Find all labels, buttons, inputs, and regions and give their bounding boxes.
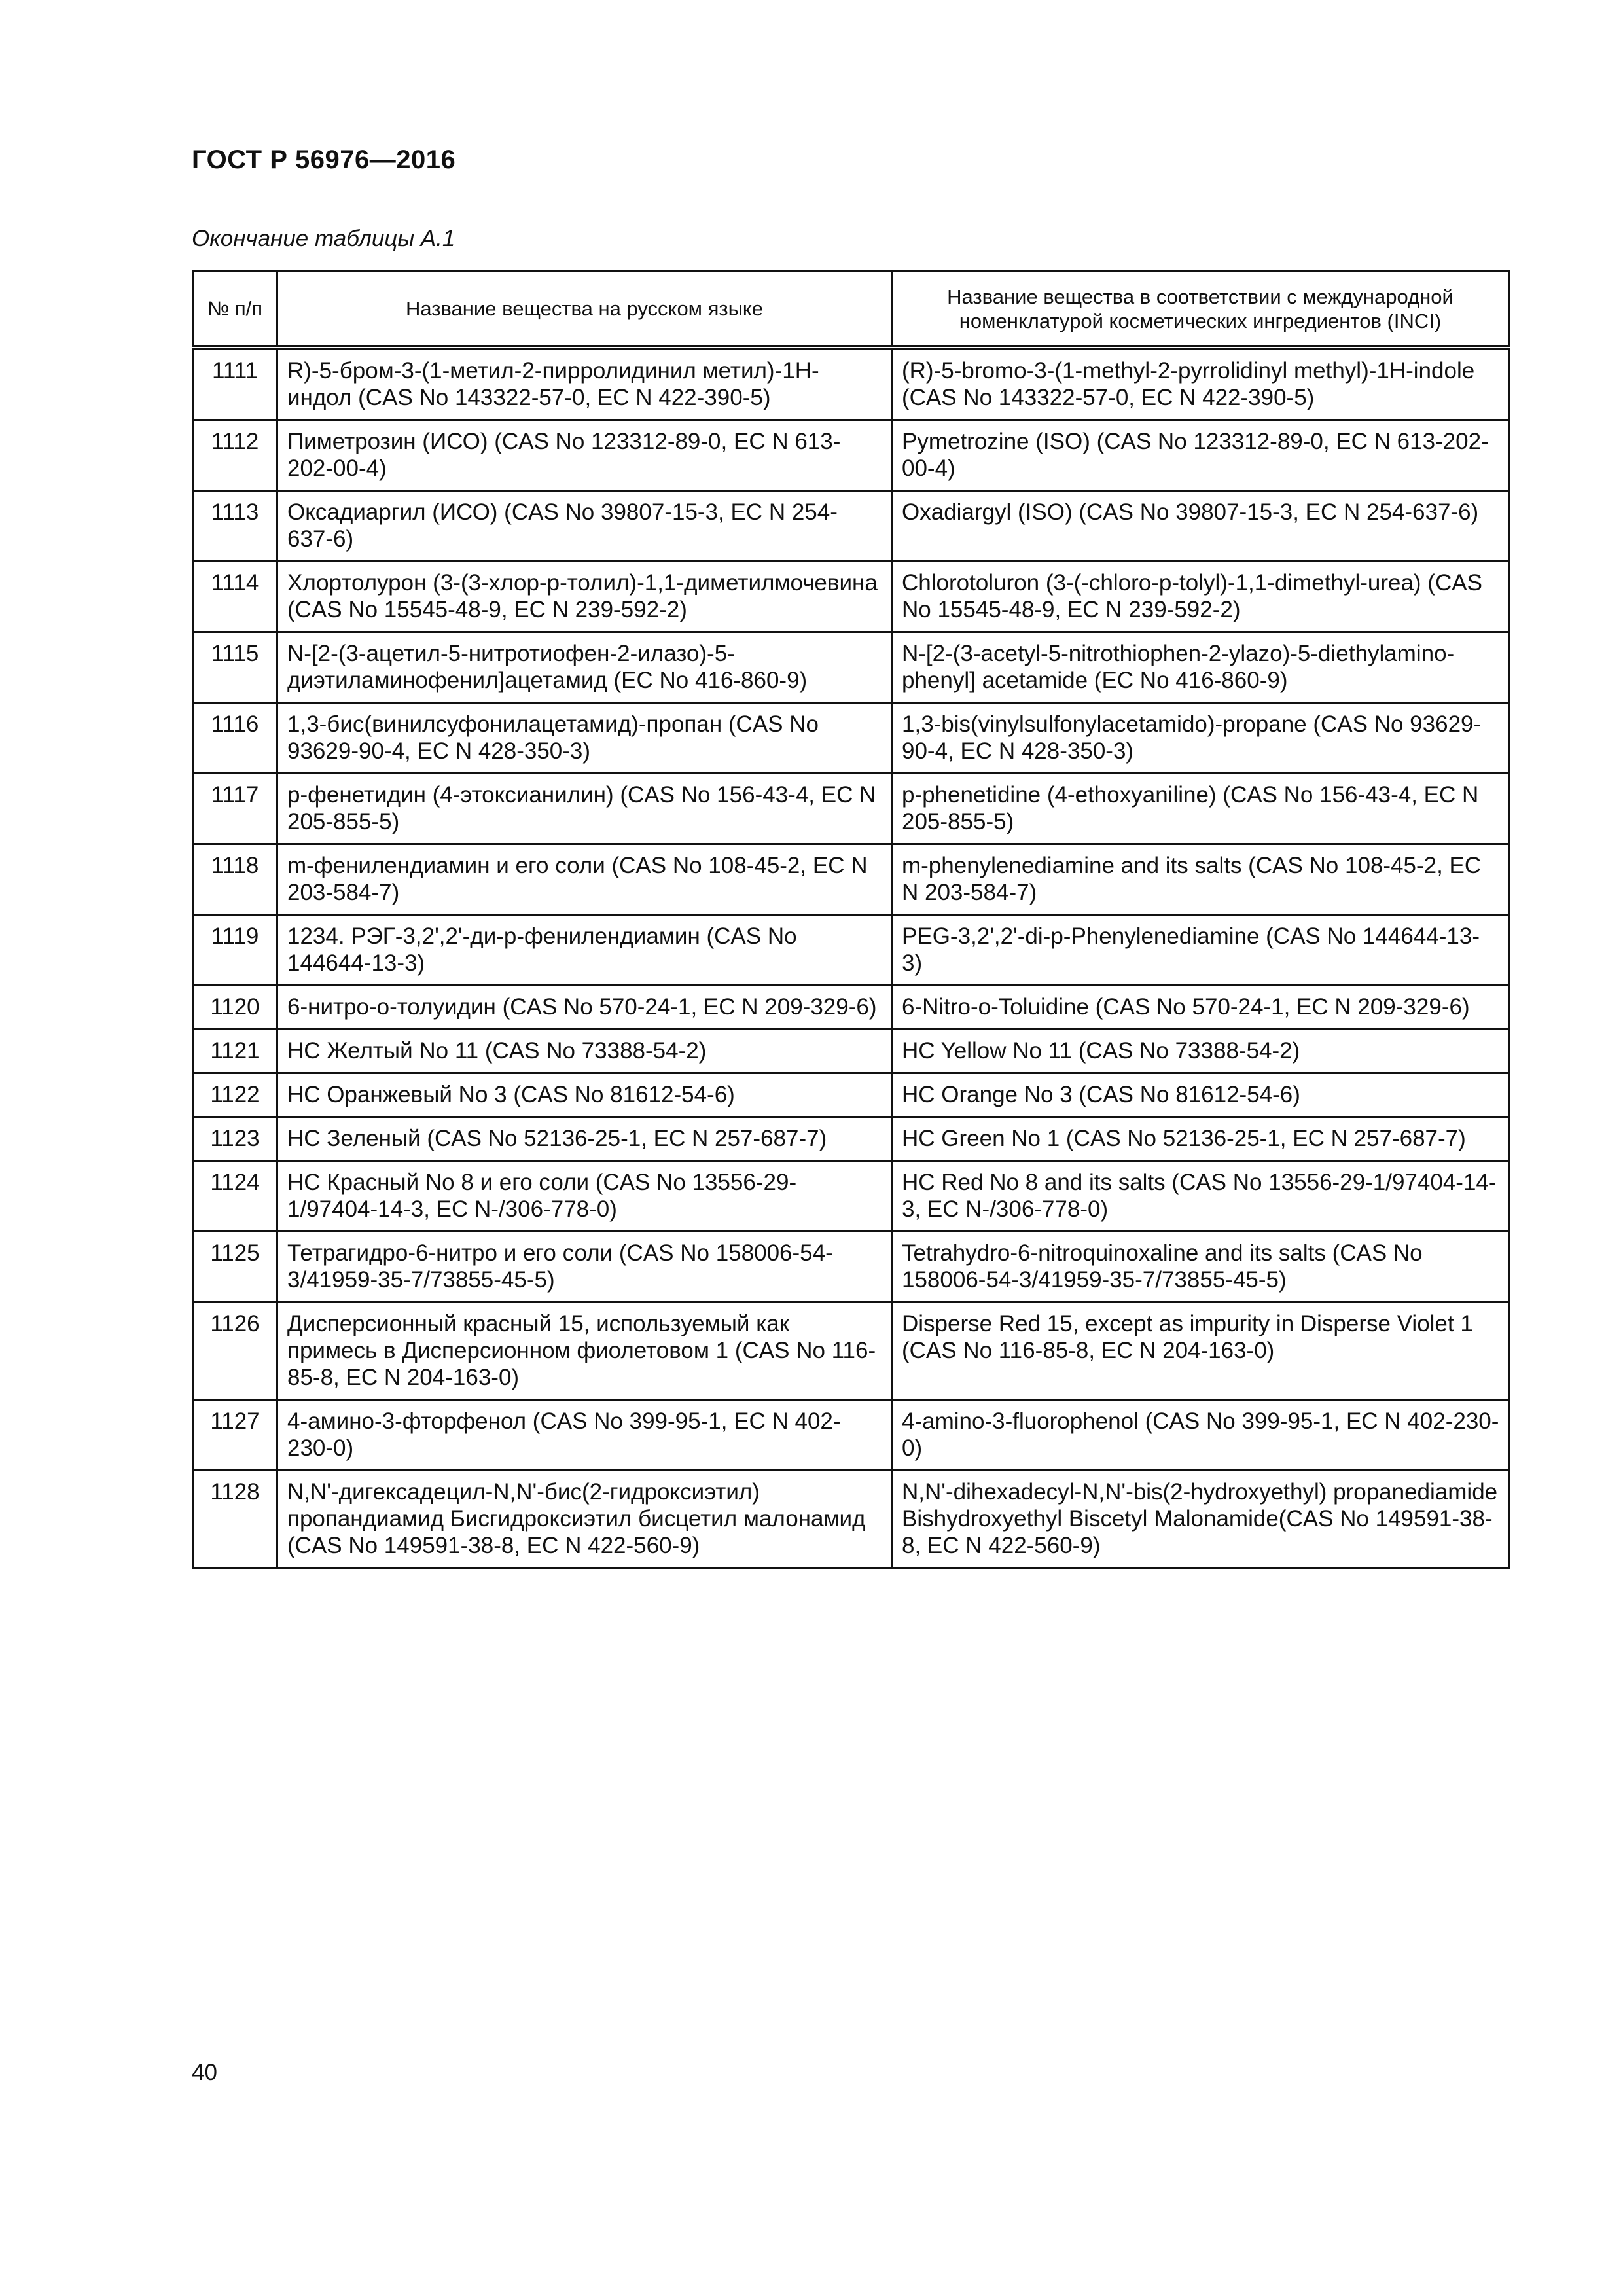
russian-name-cell: Оксадиаргил (ИСО) (CAS No 39807-15-3, EC N 254-637-6) [277, 491, 892, 562]
row-number: 1120 [193, 986, 277, 1030]
standard-designation: ГОСТ Р 56976—2016 [192, 145, 456, 174]
inci-name-cell: Oxadiargyl (ISO) (CAS No 39807-15-3, EC N 254-637-6) [892, 491, 1509, 562]
table-row [193, 348, 1509, 420]
inci-name-cell: PEG-3,2',2'-di-p-Phenylenediamine (CAS No 144644-13-3) [892, 915, 1509, 986]
table-header [193, 272, 1509, 348]
row-number: 1128 [193, 1471, 277, 1568]
inci-name-cell: N,N'-dihexadecyl-N,N'-bis(2-hydroxyethyl) propanediamide Bishydroxyethyl Biscetyl Malonamide(CAS No 149591-38-8, EC N 422-560-9) [892, 1471, 1509, 1568]
russian-name-cell: Пиметрозин (ИСО) (CAS No 123312-89-0, EC N 613-202-00-4) [277, 420, 892, 491]
row-number: 1125 [193, 1232, 277, 1302]
inci-name-cell: HC Orange No 3 (CAS No 81612-54-6) [892, 1073, 1509, 1117]
substances-table [192, 270, 1510, 1569]
header-russian-name: Название вещества на русском языке [277, 272, 892, 348]
russian-name-cell: НС Оранжевый No 3 (CAS No 81612-54-6) [277, 1073, 892, 1117]
inci-name-cell: Disperse Red 15, except as impurity in Disperse Violet 1 (CAS No 116-85-8, EC N 204-163-0) [892, 1302, 1509, 1400]
russian-name-cell: 6-нитро-о-толуидин (CAS No 570-24-1, EC N 209-329-6) [277, 986, 892, 1030]
russian-name-cell: 1,3-бис(винилсуфонилацетамид)-пропан (CAS No 93629-90-4, EC N 428-350-3) [277, 703, 892, 774]
table-row [193, 986, 1509, 1030]
substances-table-container [192, 270, 1508, 1569]
table-row [193, 703, 1509, 774]
table-row [193, 1117, 1509, 1161]
russian-name-cell: R)-5-бром-3-(1-метил-2-пирролидинил метил)-1H-индол (CAS No 143322-57-0, EC N 422-390-5) [277, 348, 892, 420]
table-row [193, 1471, 1509, 1568]
row-number: 1116 [193, 703, 277, 774]
russian-name-cell: НС Красный No 8 и его соли (CAS No 13556-29-1/97404-14-3, EC N-/306-778-0) [277, 1161, 892, 1232]
inci-name-cell: Tetrahydro-6-nitroquinoxaline and its salts (CAS No 158006-54-3/41959-35-7/73855-45-5) [892, 1232, 1509, 1302]
table-body [193, 348, 1509, 1568]
inci-name-cell: 4-amino-3-fluorophenol (CAS No 399-95-1, EC N 402-230-0) [892, 1400, 1509, 1471]
inci-name-cell: N-[2-(3-acetyl-5-nitrothiophen-2-ylazo)-5-diethylamino-phenyl] acetamide (EC No 416-860-9) [892, 632, 1509, 703]
row-number: 1114 [193, 562, 277, 632]
row-number: 1123 [193, 1117, 277, 1161]
table-row [193, 491, 1509, 562]
russian-name-cell: Тетрагидро-6-нитро и его соли (CAS No 158006-54-3/41959-35-7/73855-45-5) [277, 1232, 892, 1302]
inci-name-cell: Chlorotoluron (3-(-chloro-p-tolyl)-1,1-dimethyl-urea) (CAS No 15545-48-9, EC N 239-592-2) [892, 562, 1509, 632]
row-number: 1126 [193, 1302, 277, 1400]
row-number: 1127 [193, 1400, 277, 1471]
table-row [193, 1232, 1509, 1302]
table-row [193, 1302, 1509, 1400]
row-number: 1118 [193, 844, 277, 915]
table-row [193, 1030, 1509, 1073]
russian-name-cell: N-[2-(3-ацетил-5-нитротиофен-2-илазо)-5-диэтиламинофенил]ацетамид (EC No 416-860-9) [277, 632, 892, 703]
russian-name-cell: 4-амино-3-фторфенол (CAS No 399-95-1, EC N 402-230-0) [277, 1400, 892, 1471]
row-number: 1124 [193, 1161, 277, 1232]
page-number: 40 [192, 2060, 217, 2085]
inci-name-cell: p-phenetidine (4-ethoxyaniline) (CAS No 156-43-4, EC N 205-855-5) [892, 774, 1509, 844]
row-number: 1115 [193, 632, 277, 703]
russian-name-cell: Дисперсионный красный 15, используемый как примесь в Дисперсионном фиолетовом 1 (CAS No 116-85-8, EC N 204-163-0) [277, 1302, 892, 1400]
russian-name-cell: НС Зеленый (CAS No 52136-25-1, EC N 257-687-7) [277, 1117, 892, 1161]
table-row [193, 1161, 1509, 1232]
table-row [193, 1073, 1509, 1117]
inci-name-cell: HC Green No 1 (CAS No 52136-25-1, EC N 257-687-7) [892, 1117, 1509, 1161]
row-number: 1119 [193, 915, 277, 986]
inci-name-cell: HC Yellow No 11 (CAS No 73388-54-2) [892, 1030, 1509, 1073]
header-number: № п/п [193, 272, 277, 348]
inci-name-cell: (R)-5-bromo-3-(1-methyl-2-pyrrolidinyl methyl)-1H-indole (CAS No 143322-57-0, EC N 422-390-5) [892, 348, 1509, 420]
russian-name-cell: 1234. РЭГ-3,2',2'-ди-р-фенилендиамин (CAS No 144644-13-3) [277, 915, 892, 986]
table-caption: Окончание таблицы А.1 [192, 226, 455, 251]
inci-name-cell: 6-Nitro-o-Toluidine (CAS No 570-24-1, EC N 209-329-6) [892, 986, 1509, 1030]
inci-name-cell: m-phenylenediamine and its salts (CAS No 108-45-2, EC N 203-584-7) [892, 844, 1509, 915]
inci-name-cell: 1,3-bis(vinylsulfonylacetamido)-propane (CAS No 93629-90-4, EC N 428-350-3) [892, 703, 1509, 774]
russian-name-cell: НС Желтый No 11 (CAS No 73388-54-2) [277, 1030, 892, 1073]
russian-name-cell: m-фенилендиамин и его соли (CAS No 108-45-2, EC N 203-584-7) [277, 844, 892, 915]
header-row [193, 272, 1509, 348]
table-row [193, 844, 1509, 915]
row-number: 1117 [193, 774, 277, 844]
table-row [193, 632, 1509, 703]
table-row [193, 562, 1509, 632]
inci-name-cell: HC Red No 8 and its salts (CAS No 13556-29-1/97404-14-3, EC N-/306-778-0) [892, 1161, 1509, 1232]
table-row [193, 1400, 1509, 1471]
row-number: 1121 [193, 1030, 277, 1073]
row-number: 1112 [193, 420, 277, 491]
russian-name-cell: Хлортолурон (3-(3-хлор-р-толил)-1,1-диметилмочевина (CAS No 15545-48-9, EC N 239-592-2) [277, 562, 892, 632]
table-row [193, 774, 1509, 844]
row-number: 1122 [193, 1073, 277, 1117]
russian-name-cell: р-фенетидин (4-этоксианилин) (CAS No 156-43-4, EC N 205-855-5) [277, 774, 892, 844]
russian-name-cell: N,N'-дигексадецил-N,N'-бис(2-гидроксиэтил) пропандиамид Бисгидроксиэтил бисцетил малонамид (CAS No 149591-38-8, EC N 422-560-9) [277, 1471, 892, 1568]
inci-name-cell: Pymetrozine (ISO) (CAS No 123312-89-0, EC N 613-202-00-4) [892, 420, 1509, 491]
row-number: 1111 [193, 348, 277, 420]
table-row [193, 420, 1509, 491]
row-number: 1113 [193, 491, 277, 562]
table-row [193, 915, 1509, 986]
header-inci-name: Название вещества в соответствии с международной номенклатурой косметических ингредиентов (INCI) [892, 272, 1509, 348]
